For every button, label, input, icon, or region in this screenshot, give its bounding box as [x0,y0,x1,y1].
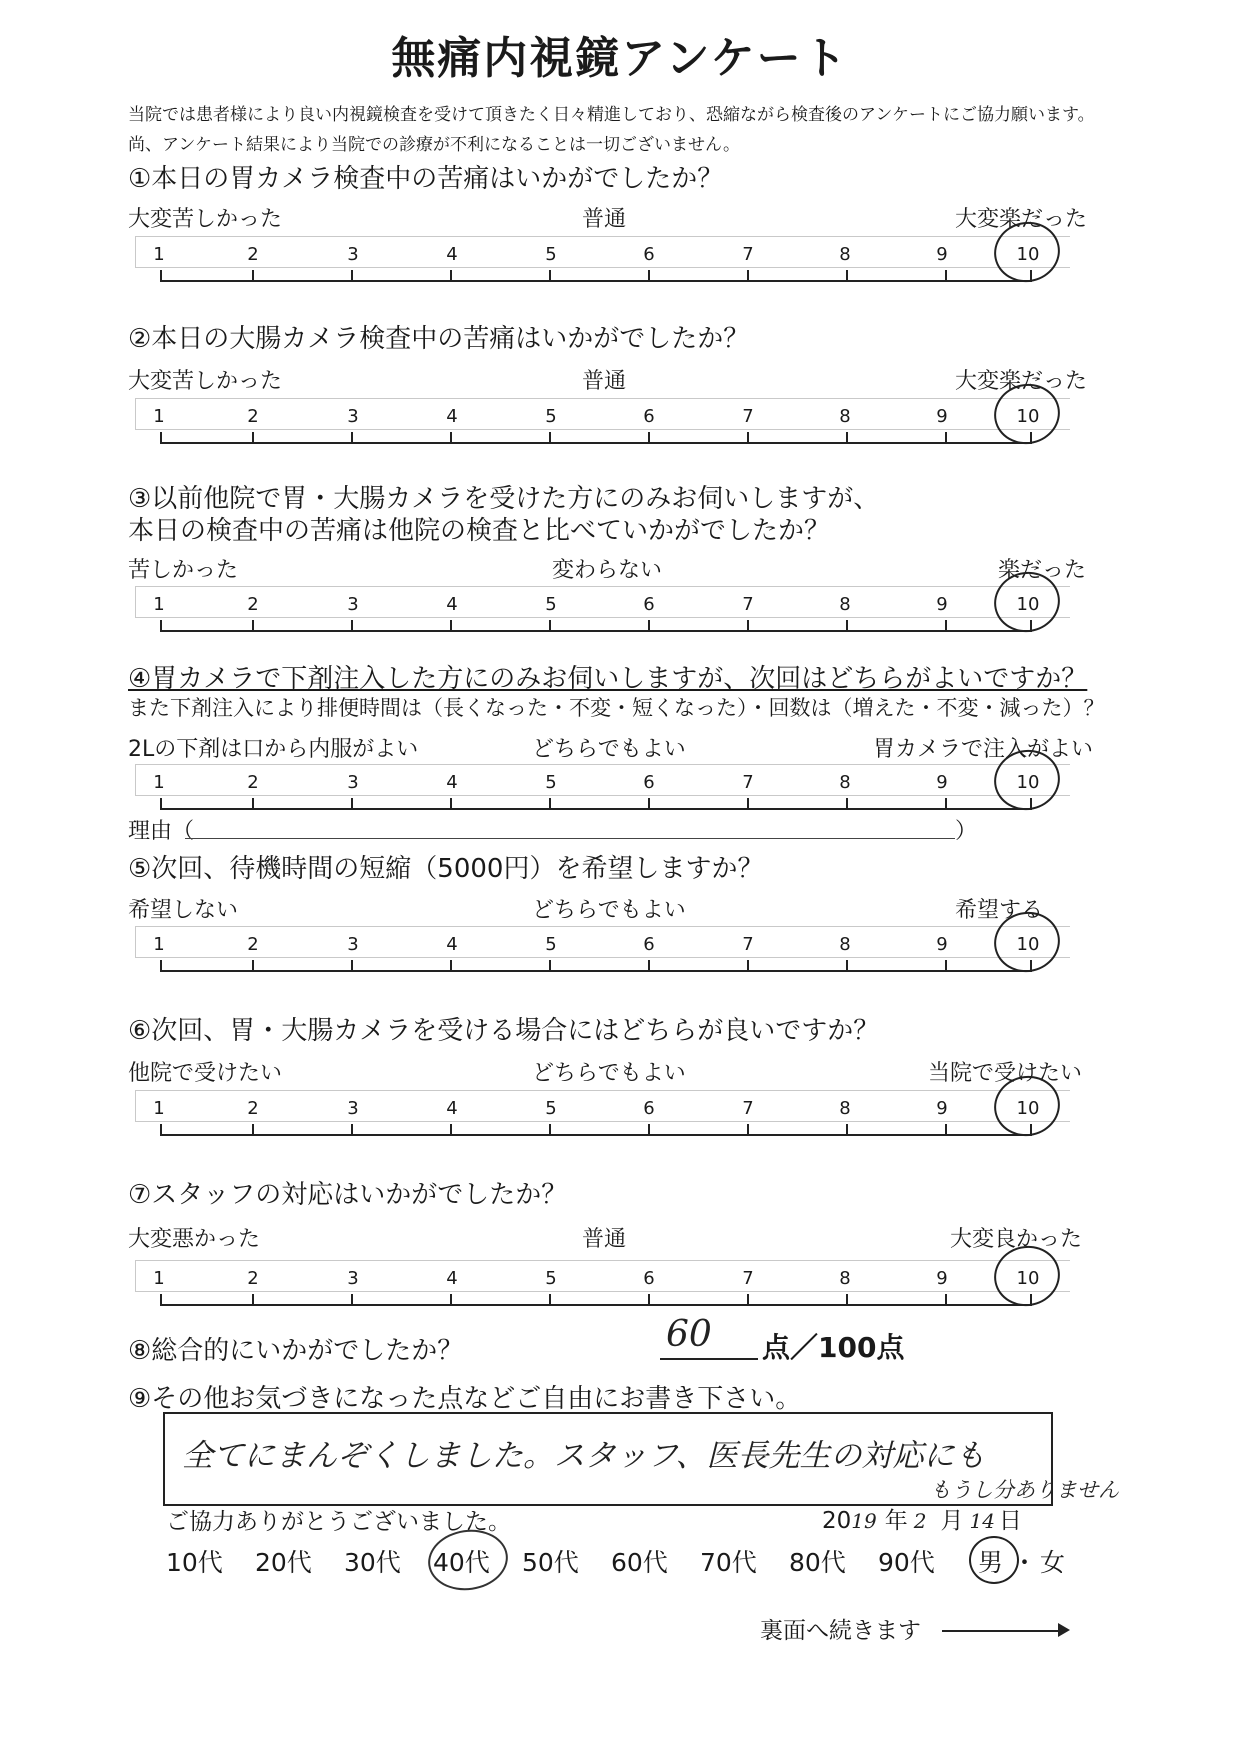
scale-number-2[interactable]: 2 [247,1098,259,1119]
scale-number-6[interactable]: 6 [643,772,655,793]
scale-tick [351,960,353,972]
q3-left-label: 苦しかった [128,558,239,583]
scale-tick [160,270,162,282]
scale-number-7[interactable]: 7 [742,1098,754,1119]
scale-tick [648,432,650,444]
scale-number-7[interactable]: 7 [742,406,754,427]
scale-line [160,1134,1030,1136]
scale-tick [747,1124,749,1136]
scale-number-2[interactable]: 2 [247,594,259,615]
scale-number-8[interactable]: 8 [839,244,851,265]
q7-right-label: 大変良かった [950,1227,1083,1252]
scale-tick [846,1124,848,1136]
q7-scale[interactable] [135,1260,1069,1320]
age-option[interactable]: 80代 [789,1548,846,1577]
q7-mid-label: 普通 [582,1227,627,1252]
scale-tick [351,1124,353,1136]
age-option[interactable]: 70代 [700,1548,757,1577]
scale-number-5[interactable]: 5 [545,244,557,265]
scale-number-7[interactable]: 7 [742,1268,754,1289]
scale-number-10[interactable]: 10 [1016,1268,1040,1289]
scale-number-5[interactable]: 5 [545,772,557,793]
scale-line [160,970,1030,972]
date-day-unit: 日 [998,1508,1022,1534]
q2-right-label: 大変楽だった [955,369,1088,394]
question-1: ①本日の胃カメラ検査中の苦痛はいかがでしたか？ [128,164,724,194]
scale-tick [747,620,749,632]
scale-number-8[interactable]: 8 [839,934,851,955]
gender-male[interactable]: 男 [978,1548,1004,1577]
q1-scale[interactable] [135,236,1069,296]
scale-tick [648,620,650,632]
date-year-unit: 年 [884,1508,908,1534]
thanks-message: ご協力ありがとうございました。 [166,1509,511,1535]
scale-tick [846,1294,848,1306]
scale-number-4[interactable]: 4 [446,772,458,793]
scale-tick [945,798,947,810]
q5-scale[interactable] [135,926,1069,986]
q2-scale[interactable] [135,398,1069,458]
scale-number-5[interactable]: 5 [545,1268,557,1289]
scale-number-9[interactable]: 9 [936,406,948,427]
question-4-text: ④胃カメラで下剤注入した方にのみお伺いしますが、次回はどちらがよいですか？ [128,664,1088,694]
scale-number-10[interactable]: 10 [1016,594,1040,615]
scale-number-4[interactable]: 4 [446,406,458,427]
scale-number-8[interactable]: 8 [839,594,851,615]
scale-tick [450,432,452,444]
scale-number-10[interactable]: 10 [1016,934,1040,955]
scale-number-8[interactable]: 8 [839,406,851,427]
footer-continue: 裏面へ続きます [760,1618,921,1644]
scale-tick [945,1124,947,1136]
q2-left-label: 大変苦しかった [128,369,283,394]
scale-number-1[interactable]: 1 [153,244,165,265]
scale-tick [450,1294,452,1306]
scale-number-2[interactable]: 2 [247,406,259,427]
scale-number-5[interactable]: 5 [545,594,557,615]
q1-left-label: 大変苦しかった [128,207,283,232]
scale-number-3[interactable]: 3 [347,1098,359,1119]
q5-right-label: 希望する [955,898,1044,923]
scale-number-6[interactable]: 6 [643,934,655,955]
scale-tick [945,432,947,444]
scale-tick [351,620,353,632]
q9-answer-line-2: もうし分ありません [930,1478,1119,1502]
q4-reason-field[interactable] [185,838,955,839]
question-4-line-1 [128,658,1087,695]
scale-tick [549,1124,551,1136]
q4-reason-close: ） [955,819,978,844]
scale-number-7[interactable]: 7 [742,594,754,615]
scale-tick [648,960,650,972]
gender-female[interactable]: 女 [1040,1548,1066,1577]
q1-mid-label: 普通 [582,207,627,232]
date-month: 2 [913,1509,927,1533]
scale-tick [648,798,650,810]
page-title: 無痛内視鏡アンケート [391,33,849,84]
footer-arrow-line [942,1630,1062,1632]
scale-tick [160,432,162,444]
scale-number-9[interactable]: 9 [936,1268,948,1289]
age-option[interactable]: 10代 [166,1548,223,1577]
scale-number-4[interactable]: 4 [446,1098,458,1119]
date-year: 19 [851,1509,877,1533]
q4-scale[interactable] [135,764,1069,824]
scale-tick [160,1124,162,1136]
scale-tick [846,798,848,810]
q6-mid-label: どちらでもよい [532,1061,686,1086]
scale-number-9[interactable]: 9 [936,772,948,793]
scale-line [160,280,1030,282]
scale-tick [252,1294,254,1306]
scale-number-6[interactable]: 6 [643,1268,655,1289]
q5-mid-label: どちらでもよい [532,898,686,923]
scale-number-10[interactable]: 10 [1016,406,1040,427]
q6-right-label: 当院で受けたい [928,1061,1083,1086]
scale-tick [747,270,749,282]
scale-tick [846,270,848,282]
question-6: ⑥次回、胃・大腸カメラを受ける場合にはどちらが良いですか？ [128,1016,880,1046]
scale-number-10[interactable]: 10 [1016,244,1040,265]
scale-tick [945,960,947,972]
scale-number-1[interactable]: 1 [153,934,165,955]
question-5: ⑤次回、待機時間の短縮（5000円）を希望しますか？ [128,854,764,884]
intro-line-1: 当院では患者様により良い内視鏡検査を受けて頂きたく日々精進しており、恐縮ながら検査後のアンケートにご協力願います。 [128,105,1095,125]
age-option[interactable]: 30代 [344,1548,401,1577]
date-day: 14 [969,1509,995,1533]
scale-number-1[interactable]: 1 [153,1098,165,1119]
scale-tick [252,798,254,810]
q5-left-label: 希望しない [128,898,239,923]
gender-selected-circle [969,1536,1019,1584]
q6-scale[interactable] [135,1090,1069,1150]
age-option[interactable]: 20代 [255,1548,312,1577]
date-month-unit: 月 [940,1508,964,1534]
age-option[interactable]: 90代 [878,1548,935,1577]
scale-number-8[interactable]: 8 [839,1268,851,1289]
scale-tick [351,1294,353,1306]
scale-tick [648,1294,650,1306]
scale-number-1[interactable]: 1 [153,772,165,793]
scale-number-5[interactable]: 5 [545,406,557,427]
scale-tick [648,1124,650,1136]
q8-score[interactable]: 60 [666,1314,712,1355]
scale-number-6[interactable]: 6 [643,244,655,265]
scale-number-5[interactable]: 5 [545,934,557,955]
scale-tick [450,620,452,632]
scale-number-9[interactable]: 9 [936,934,948,955]
q1-right-label: 大変楽だった [955,207,1088,232]
scale-number-2[interactable]: 2 [247,1268,259,1289]
scale-tick [252,620,254,632]
scale-number-6[interactable]: 6 [643,406,655,427]
question-4-line-2: また下剤注入により排便時間は（長くなった・不変・短くなった）・回数は（増えた・不変・減った）？ [128,696,1105,720]
scale-tick [252,270,254,282]
question-3-line-2: 本日の検査中の苦痛は他院の検査と比べていかがでしたか？ [128,516,831,546]
scale-number-2[interactable]: 2 [247,934,259,955]
q4-right-label: 胃カメラで注入がよい [873,737,1094,762]
intro-line-2: 尚、アンケート結果により当院での診療が不利になることは一切ございません。 [128,135,740,155]
scale-tick [747,1294,749,1306]
scale-tick [450,960,452,972]
scale-line [160,1304,1030,1306]
scale-tick [351,270,353,282]
date-field[interactable] [822,1502,1022,1535]
scale-number-1[interactable]: 1 [153,1268,165,1289]
scale-number-5[interactable]: 5 [545,1098,557,1119]
scale-tick [747,798,749,810]
scale-tick [450,798,452,810]
scale-number-2[interactable]: 2 [247,772,259,793]
scale-line [160,442,1030,444]
scale-tick [351,798,353,810]
q3-right-label: 楽だった [998,558,1087,583]
scale-number-3[interactable]: 3 [347,594,359,615]
scale-tick [549,432,551,444]
scale-number-3[interactable]: 3 [347,406,359,427]
question-8: ⑧総合的にいかがでしたか？ [128,1336,464,1366]
scale-tick [252,432,254,444]
q4-reason-label: 理由（ [128,819,195,844]
q4-left-label: 2Lの下剤は口から内服がよい [128,737,419,762]
scale-number-6[interactable]: 6 [643,594,655,615]
scale-tick [160,960,162,972]
q6-left-label: 他院で受けたい [128,1061,283,1086]
scale-tick [549,270,551,282]
scale-tick [351,432,353,444]
scale-tick [846,620,848,632]
scale-tick [945,1294,947,1306]
scale-number-9[interactable]: 9 [936,1098,948,1119]
scale-number-10[interactable]: 10 [1016,1098,1040,1119]
question-9: ⑨その他お気づきになった点などご自由にお書き下さい。 [128,1384,802,1414]
scale-tick [945,620,947,632]
scale-number-9[interactable]: 9 [936,594,948,615]
scale-tick [846,960,848,972]
scale-tick [549,798,551,810]
scale-number-7[interactable]: 7 [742,934,754,955]
scale-tick [450,1124,452,1136]
question-3-line-1: ③以前他院で胃・大腸カメラを受けた方にのみお伺いしますが、 [128,484,880,514]
scale-tick [549,960,551,972]
q2-mid-label: 普通 [582,369,627,394]
scale-number-3[interactable]: 3 [347,1268,359,1289]
scale-tick [747,432,749,444]
scale-number-7[interactable]: 7 [742,772,754,793]
age-option[interactable]: 50代 [522,1548,579,1577]
scale-number-4[interactable]: 4 [446,594,458,615]
scale-number-4[interactable]: 4 [446,934,458,955]
scale-number-1[interactable]: 1 [153,406,165,427]
scale-number-9[interactable]: 9 [936,244,948,265]
scale-number-3[interactable]: 3 [347,772,359,793]
question-2: ②本日の大腸カメラ検査中の苦痛はいかがでしたか？ [128,324,750,354]
scale-number-8[interactable]: 8 [839,772,851,793]
q3-scale[interactable] [135,586,1069,646]
arrow-right-icon [1058,1623,1070,1637]
scale-tick [945,270,947,282]
q3-mid-label: 変わらない [552,558,663,583]
scale-number-3[interactable]: 3 [347,244,359,265]
scale-tick [846,432,848,444]
scale-line [160,630,1030,632]
scale-tick [160,620,162,632]
scale-tick [747,960,749,972]
date-prefix: 20 [822,1508,852,1534]
q4-mid-label: どちらでもよい [532,737,686,762]
scale-tick [252,960,254,972]
scale-tick [160,798,162,810]
scale-number-1[interactable]: 1 [153,594,165,615]
scale-line [160,808,1030,810]
age-option[interactable]: 60代 [611,1548,668,1577]
age-option[interactable]: 40代 [433,1548,490,1577]
q7-left-label: 大変悪かった [128,1227,261,1252]
scale-number-4[interactable]: 4 [446,1268,458,1289]
scale-tick [648,270,650,282]
scale-number-2[interactable]: 2 [247,244,259,265]
scale-tick [160,1294,162,1306]
scale-tick [252,1124,254,1136]
gender-dot: ・ [1012,1548,1038,1577]
scale-tick [549,1294,551,1306]
scale-number-6[interactable]: 6 [643,1098,655,1119]
q8-score-line [660,1358,758,1360]
scale-number-4[interactable]: 4 [446,244,458,265]
q8-score-suffix: 点／100点 [762,1331,905,1364]
scale-number-3[interactable]: 3 [347,934,359,955]
scale-number-10[interactable]: 10 [1016,772,1040,793]
scale-number-8[interactable]: 8 [839,1098,851,1119]
question-7: ⑦スタッフの対応はいかがでしたか？ [128,1180,568,1210]
scale-number-7[interactable]: 7 [742,244,754,265]
scale-tick [549,620,551,632]
q9-answer-line-1: 全てにまんぞくしました。スタッフ、医長先生の対応にも [182,1438,986,1474]
scale-tick [450,270,452,282]
